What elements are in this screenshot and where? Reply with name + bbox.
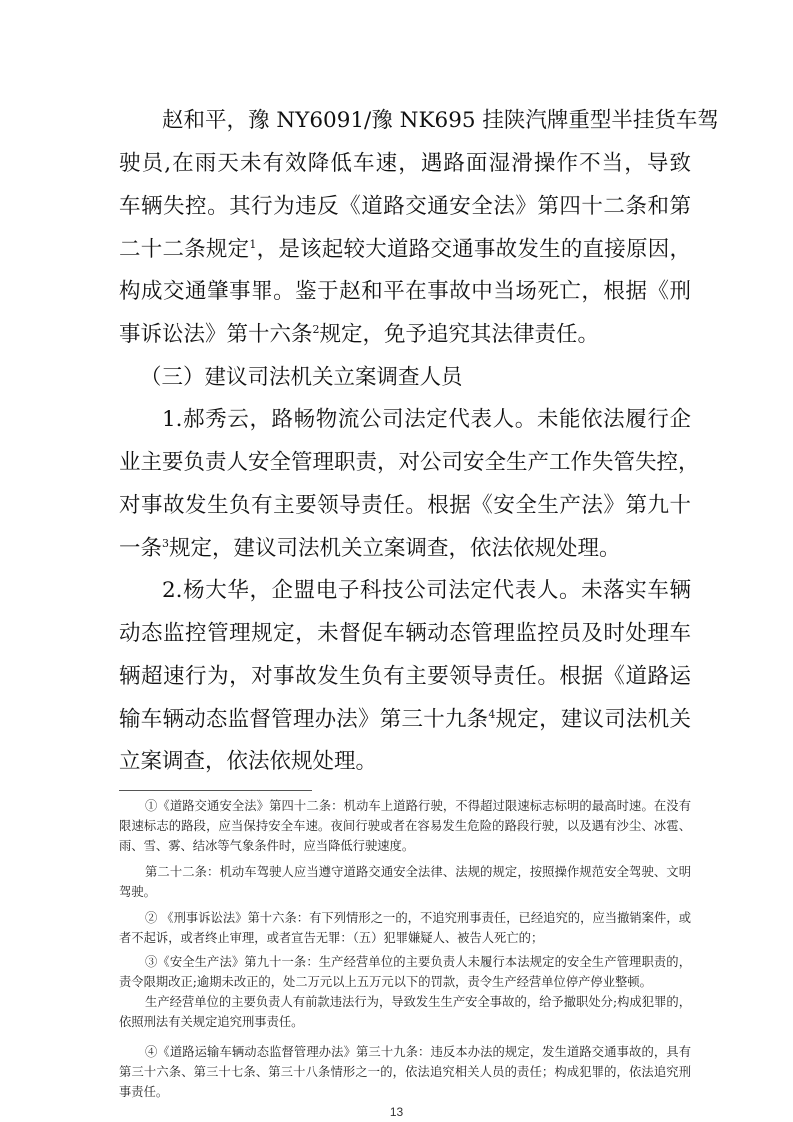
footnote-separator (119, 790, 312, 791)
body-text: ，是该起较大道路交通事故发生的直接原因， (256, 237, 691, 262)
body-line: 车辆失控。其行为违反《道路交通安全法》第四十二条和第 (119, 194, 691, 219)
page-number: 13 (389, 1105, 404, 1119)
body-line: 赵和平，豫 NY6091/豫 NK695 挂陕汽牌重型半挂货车驾 (162, 108, 719, 133)
footnote-line: 者不起诉，或者终止审理，或者宣告无罪：（五）犯罪嫌疑人、被告人死亡的； (119, 931, 544, 945)
footnote-line: 生产经营单位的主要负责人有前款违法行为，导致发生生产安全事故的，给予撤职处分;构成犯罪的， (145, 995, 691, 1009)
body-text: 输车辆动态监督管理办法》第三十九条 (119, 707, 489, 732)
body-text: 规定，免予追究其法律责任。 (319, 322, 600, 347)
body-line: 驶员,在雨天未有效降低车速，遇路面湿滑操作不当，导致 (119, 151, 691, 176)
footnote-line: 驾驶。 (119, 885, 156, 899)
body-line (119, 315, 691, 355)
footnote-line: ② 《刑事诉讼法》第十六条：有下列情形之一的，不追究刑事责任，已经追究的，应当撤销案件，或 (145, 911, 691, 925)
body-line: 对事故发生负有主要领导责任。根据《安全生产法》第九十 (119, 493, 691, 518)
body-text: 规定，建议司法机关立案调查，依法依规处理。 (169, 536, 621, 561)
body-line: 立案调查，依法依规处理。 (119, 749, 378, 774)
body-line: 业主要负责人安全管理职责，对公司安全生产工作失管失控， (119, 450, 700, 475)
body-line: 辆超速行为，对事故发生负有主要领导责任。根据《道路运 (119, 664, 691, 689)
body-line: 2.杨大华，企盟电子科技公司法定代表人。未落实车辆 (162, 578, 691, 603)
footnote-ref: 4 (488, 707, 496, 721)
footnote-line: 事责任。 (119, 1085, 169, 1099)
body-line (119, 529, 691, 569)
section-heading: （三）建议司法机关立案调查人员 (140, 365, 463, 390)
body-text: 二十二条规定 (119, 237, 250, 262)
body-text: 事诉讼法》第十六条 (119, 322, 313, 347)
body-text: 一条 (119, 536, 163, 561)
footnote-line: 第三十六条、第三十七条、第三十八条情形之一的，依法追究相关人员的责任；构成犯罪的，依法追究刑 (119, 1065, 691, 1079)
footnote-line: 依照刑法有关规定追究刑事责任。 (119, 1015, 304, 1029)
body-line (119, 230, 691, 270)
footnote-line: ④《道路运输车辆动态监督管理办法》第三十九条：违反本办法的规定，发生道路交通事故的，具有 (145, 1045, 691, 1059)
footnote-line: 限速标志的路段，应当保持安全车速。夜间行驶或者在容易发生危险的路段行驶，以及遇有沙尘、冰雹、 (119, 819, 691, 833)
footnote-ref: 3 (162, 536, 170, 550)
body-line: 构成交通肇事罪。鉴于赵和平在事故中当场死亡，根据《刑 (119, 279, 691, 304)
footnote-ref: 2 (312, 322, 320, 336)
footnote-line: 第二十二条：机动车驾驶人应当遵守道路交通安全法律、法规的规定，按照操作规范安全驾驶、文明 (145, 865, 691, 879)
footnote-ref: 1 (249, 237, 257, 251)
body-line (119, 700, 691, 740)
body-text: 规定，建议司法机关 (495, 707, 691, 732)
footnote-line: ③《安全生产法》第九十一条：生产经营单位的主要负责人未履行本法规定的安全生产管理职责的， (145, 955, 691, 969)
body-line: 动态监控管理规定，未督促车辆动态管理监控员及时处理车 (119, 621, 691, 646)
footnote-line: ①《道路交通安全法》第四十二条：机动车上道路行驶，不得超过限速标志标明的最高时速。在没有 (145, 799, 691, 813)
footnote-line: 责令限期改正;逾期未改正的，处二万元以上五万元以下的罚款，责令生产经营单位停产停业整顿。 (119, 975, 652, 989)
footnote-line: 雨、雪、雾、结冰等气象条件时，应当降低行驶速度。 (119, 839, 415, 853)
body-line: 1.郝秀云，路畅物流公司法定代表人。未能依法履行企 (162, 407, 691, 432)
